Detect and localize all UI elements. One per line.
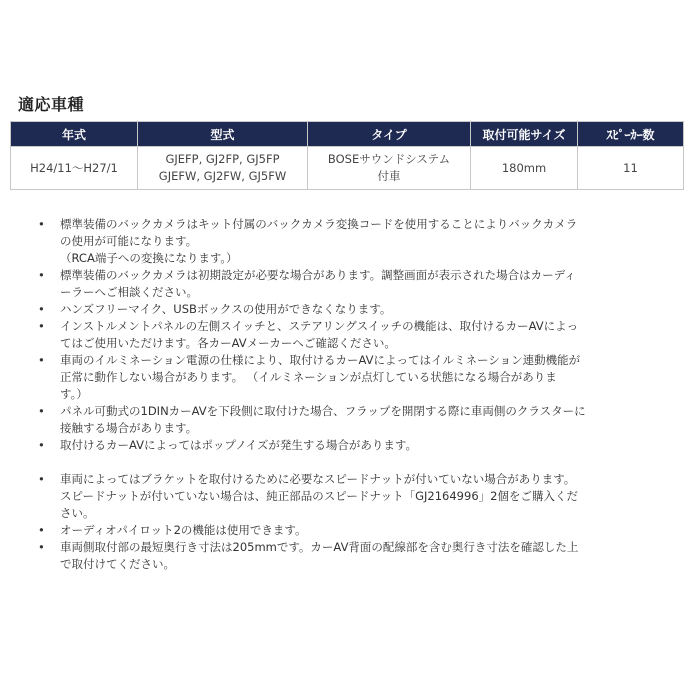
list-item [36,437,676,454]
list-item [36,352,676,403]
header-size: 取付可能サイズ [471,122,578,147]
note-line: （RCA端子への変換になります。） [60,251,238,265]
list-item [36,301,676,318]
type-line-2: 付車 [377,169,401,183]
list-item [36,522,676,539]
note-line: スピードナットが付いていない場合は、純正部品のスピードナット「GJ2164996」2個をご購入くだ [60,489,578,503]
list-item [36,318,676,352]
bullet-icon: • [38,217,45,231]
note-line: オーディオパイロット2の機能は使用できます。 [60,523,307,537]
type-line-1: BOSEサウンドシステム [327,152,451,166]
bullet-icon: • [38,268,45,282]
note-line: 車両側取付部の最短奥行き寸法は205mmです。カーAV背面の配線部を含む奥行き寸法を確認した上 [60,540,579,554]
note-line: 標準装備のバックカメラはキット付属のバックカメラ変換コードを使用することによりバックカメラ [60,217,578,231]
compatible-vehicles-table [10,121,684,190]
note-line: てはご使用いただけます。各カーAVメーカーへご確認ください。 [60,336,396,350]
cell-type [308,147,471,190]
header-speakers: ｽﾋﾟｰｶｰ数 [578,122,684,147]
note-line: インストルメントパネルの左側スイッチと、ステアリングスイッチの機能は、取付けるカーAVによっ [60,319,579,333]
note-line: パネル可動式の1DINカーAVを下段側に取付けた場合、フラップを開閉する際に車両側のクラスターに [60,404,586,418]
cell-speakers: 11 [578,147,684,190]
note-line: ハンズフリーマイク、USBボックスの使用ができなくなります。 [60,302,392,316]
note-line: す。） [60,387,88,401]
cell-year: H24/11～H27/1 [11,147,138,190]
notes-group-gap [36,454,676,471]
notes-list [36,216,676,573]
bullet-icon: • [38,540,45,554]
section-title: 適応車種 [18,95,85,114]
bullet-icon: • [38,523,45,537]
list-item [36,267,676,301]
header-type: タイプ [308,122,471,147]
bullet-icon: • [38,319,45,333]
note-line: の使用が可能になります。 [60,234,198,248]
note-line: 取付けるカーAVによってはポップノイズが発生する場合があります。 [60,438,418,452]
header-model: 型式 [138,122,308,147]
note-line: さい。 [60,506,95,520]
bullet-icon: • [38,302,45,316]
note-line: 標準装備のバックカメラは初期設定が必要な場合があります。調整画面が表示された場合はカーディ [60,268,576,282]
header-year: 年式 [11,122,138,147]
list-item [36,403,676,437]
cell-size: 180mm [471,147,578,190]
list-item [36,216,676,267]
list-item [36,539,676,573]
model-line-2: GJEFW, GJ2FW, GJ5FW [158,169,287,183]
note-line: 接触する場合があります。 [60,421,198,435]
model-line-1: GJEFP, GJ2FP, GJ5FP [165,152,280,166]
bullet-icon: • [38,472,45,486]
table-row [11,147,684,190]
note-line: 正常に動作しない場合があります。 （イルミネーションが点灯している状態になる場合がありま [60,370,557,384]
bullet-icon: • [38,353,45,367]
cell-model [138,147,308,190]
note-line: ーラーへご相談ください。 [60,285,198,299]
note-line: 車両のイルミネーション電源の仕様により、取付けるカーAVによってはイルミネーション連動機能が [60,353,581,367]
note-line: で取付けてください。 [60,557,175,571]
list-item [36,471,676,522]
bullet-icon: • [38,404,45,418]
table-header-row [11,122,684,147]
note-line: 車両によってはブラケットを取付けるために必要なスピードナットが付いていない場合があります。 [60,472,576,486]
bullet-icon: • [38,438,45,452]
